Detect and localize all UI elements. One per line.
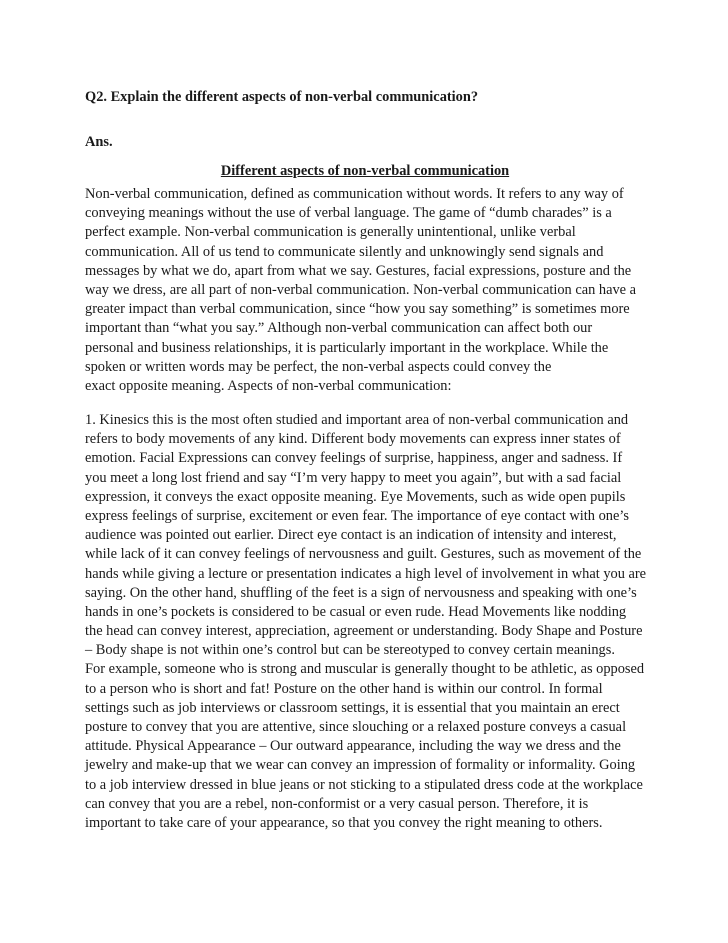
question-title: Q2. Explain the different aspects of non-verbal communication? xyxy=(85,89,479,105)
text-line: hands in one’s pockets is considered to be casual or even rude. Head Movements like nodding xyxy=(85,603,627,620)
text-line: messages by what we do, apart from what we say. Gestures, facial expressions, posture and the xyxy=(85,262,632,279)
text-line: to a job interview dressed in blue jeans or not sticking to a stipulated dress code at the workplace xyxy=(85,776,643,793)
paragraph-intro xyxy=(85,185,645,396)
text-line: greater impact than verbal communication, since “how you say something” is sometimes more xyxy=(85,301,630,318)
text-line: – Body shape is not within one’s control but can be stereotyped to convey certain meanings. xyxy=(85,642,615,659)
text-line: communication. All of us tend to communicate silently and unknowingly send signals and xyxy=(85,243,604,260)
text-line: exact opposite meaning. Aspects of non-verbal communication: xyxy=(85,377,452,394)
text-line: while lack of it can convey feelings of nervousness and guilt. Gestures, such as movement of the xyxy=(85,546,642,563)
text-line: expression, it conveys the exact opposite meaning. Eye Movements, such as wide open pupils xyxy=(85,488,626,505)
text-line: the head can convey interest, appreciation, agreement or understanding. Body Shape and Posture xyxy=(85,623,643,640)
text-line: emotion. Facial Expressions can convey feelings of surprise, happiness, anger and sadness. If xyxy=(85,450,623,467)
text-line: settings such as job interviews or classroom settings, it is essential that you maintain an erect xyxy=(85,699,620,716)
text-line: saying. On the other hand, shuffling of the feet is a sign of nervousness and speaking with one’s xyxy=(85,584,637,601)
text-line: posture to convey that you are attentive, since slouching or a relaxed posture conveys a casual xyxy=(85,719,627,735)
text-line: can convey that you are a rebel, non-conformist or a very casual person. Therefore, it is xyxy=(85,795,589,812)
text-line: express feelings of surprise, excitement or even fear. The importance of eye contact with one’s xyxy=(85,507,629,524)
text-line: spoken or written words may be perfect, the non-verbal aspects could convey the xyxy=(85,358,552,375)
text-line: attitude. Physical Appearance – Our outward appearance, including the way we dress and the xyxy=(85,738,621,755)
text-line: hands while giving a lecture or presentation indicates a high level of involvement in what you are xyxy=(85,565,647,582)
text-line: For example, someone who is strong and muscular is generally thought to be athletic, as opposed xyxy=(85,661,645,678)
text-line: to a person who is short and fat! Posture on the other hand is within our control. In formal xyxy=(85,680,603,697)
paragraph-kinesics xyxy=(85,411,645,833)
text-line: audience was pointed out earlier. Direct eye contact is an indication of intensity and interest, xyxy=(85,527,617,544)
text-line: conveying meanings without the use of verbal language. The game of “dumb charades” is a xyxy=(85,205,612,222)
text-line: 1. Kinesics this is the most often studied and important area of non-verbal communication and xyxy=(85,412,629,428)
text-line: personal and business relationships, it is particularly important in the workplace. While the xyxy=(85,339,609,356)
answer-label: Ans. xyxy=(85,134,113,150)
text-line: important than “what you say.” Although non-verbal communication can affect both our xyxy=(85,320,593,337)
section-heading: Different aspects of non-verbal communication xyxy=(220,163,510,179)
text-line: refers to body movements of any kind. Different body movements can express inner states of xyxy=(85,431,621,448)
text-line: way we dress, are all part of non-verbal communication. Non-verbal communication can have a xyxy=(85,281,637,298)
text-line: jewelry and make-up that we wear can convey an impression of formality or informality. Going xyxy=(85,757,636,774)
text-line: perfect example. Non-verbal communication is generally unintentional, unlike verbal xyxy=(85,224,576,241)
text-line: Non-verbal communication, defined as communication without words. It refers to any way of xyxy=(85,186,624,202)
text-line: important to take care of your appearance, so that you convey the right meaning to others. xyxy=(85,814,603,831)
text-line: you meet a long lost friend and say “I’m very happy to meet you again”, but with a sad facial xyxy=(85,469,622,486)
